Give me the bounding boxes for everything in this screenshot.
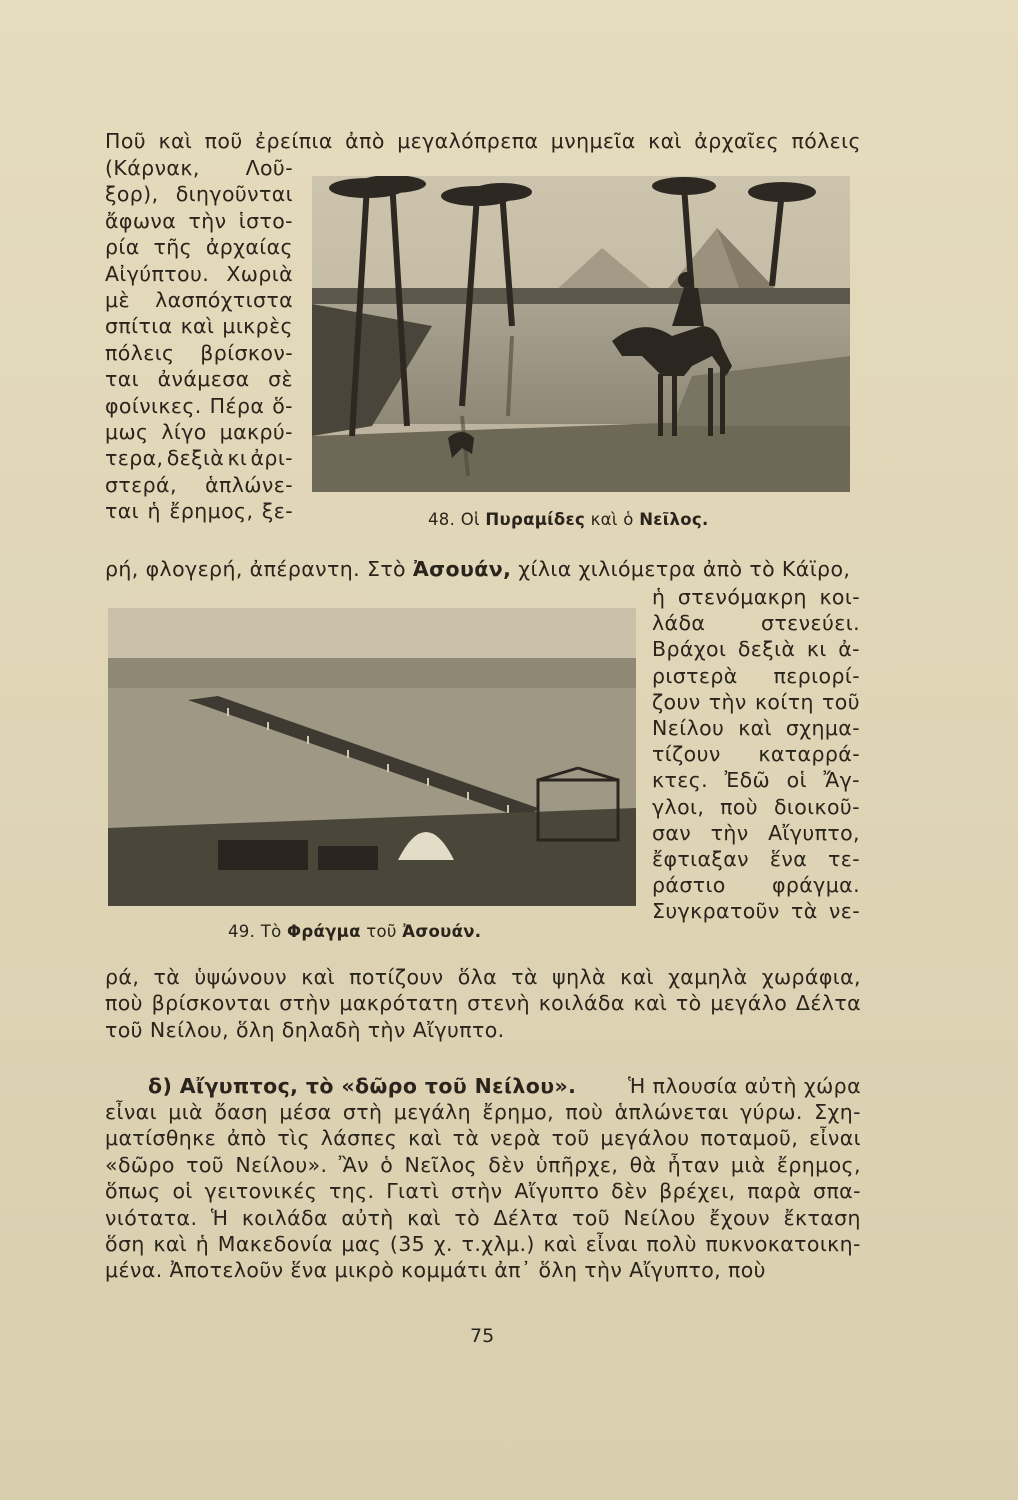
photo-aswan-dam — [108, 608, 636, 906]
paragraph-line: μένα. Ἀποτελοῦν ἕνα μικρὸ κομμάτι ἀπ᾽ ὅλη τὴν Αἴγυπτο, ποὺ — [105, 1258, 766, 1283]
paragraph-line: ἄφωνα τὴν ἱστο- — [105, 208, 293, 233]
paragraph-line: πόλεις βρίσκον- — [105, 340, 293, 365]
paragraph-line: ματίσθηκε ἀπὸ τὶς λάσπες καὶ τὰ νερὰ τοῦ μεγάλου ποταμοῦ, εἶναι — [105, 1126, 861, 1151]
paragraph-line: ἔφτιαξαν ἕνα τε- — [652, 847, 860, 871]
paragraph-line: Αἰγύπτου. Χωριὰ — [105, 261, 293, 286]
paragraph-line: Βράχοι δεξιὰ κι ἀ- — [652, 637, 860, 662]
paragraph-line: ται ἀνάμεσα σὲ — [105, 367, 293, 392]
aswan-dam-image — [108, 608, 636, 906]
paragraph-line: Συγκρατοῦν τὰ νε- — [652, 899, 860, 924]
paragraph-line: σπίτια καὶ μικρὲς — [105, 314, 293, 339]
paragraph-line: Ποῦ καὶ ποῦ ἐρείπια ἀπὸ μεγαλόπρεπα μνημεῖα καὶ ἀρχαῖες πόλεις — [105, 129, 861, 153]
paragraph-line: (Κάρνακ, Λοῦ- — [105, 156, 293, 180]
page-number: 75 — [470, 1325, 495, 1347]
figure-caption-49: 49. Τὸ Φράγμα τοῦ Ἀσουάν. — [228, 922, 482, 941]
paragraph-line: μὲ λασπόχτιστα — [105, 288, 293, 312]
paragraph-line: κτες. Ἐδῶ οἱ Ἄγ- — [652, 768, 860, 793]
paragraph-line: τερα, δεξιὰ κι ἀρι- — [105, 446, 293, 471]
paragraph-line: λάδα στενεύει. — [652, 611, 860, 636]
figure-caption-48: 48. Οἱ Πυραμίδες καὶ ὁ Νεῖλος. — [428, 510, 709, 529]
section-heading: δ) Αἴγυπτος, τὸ «δῶρο τοῦ Νείλου». — [148, 1074, 577, 1098]
paragraph-line: φοίνικες. Πέρα ὅ- — [105, 393, 293, 418]
pyramids-nile-image — [312, 176, 850, 492]
paragraph-line: ράστιο φράγμα. — [652, 873, 860, 898]
paragraph-line: ποὺ βρίσκονται στὴν μακρότατη στενὴ κοιλάδα καὶ τὸ μεγάλο Δέλτα — [105, 991, 861, 1015]
paragraph-line: ρά, τὰ ὑψώνουν καὶ ποτίζουν ὅλα τὰ ψηλὰ καὶ χαμηλὰ χωράφια, — [105, 965, 861, 989]
paragraph-line: εἶναι μιὰ ὄαση μέσα στὴ μεγάλη ἔρημο, ποὺ ἁπλώνεται γύρω. Σχη- — [105, 1100, 861, 1124]
paragraph-line: ὅπως οἱ γειτονικές της. Γιατὶ στὴν Αἴγυπτο δὲν βρέχει, παρὰ σπα- — [105, 1179, 861, 1204]
paragraph-line: νιότατα. Ἡ κοιλάδα αὐτὴ καὶ τὸ Δέλτα τοῦ Νείλου ἔχουν ἔκταση — [105, 1205, 861, 1230]
paragraph-line: σαν τὴν Αἴγυπτο, — [652, 820, 860, 845]
paragraph-line: ἡ στενόμακρη κοι- — [652, 585, 860, 609]
paragraph-line: γλοι, ποὺ διοικοῦ- — [652, 794, 860, 819]
paragraph-line: ρή, φλογερή, ἀπέραντη. Στὸ Ἀσουάν, χίλια χιλιόμετρα ἀπὸ τὸ Κάϊρο, — [105, 557, 851, 581]
paragraph-line: Νείλου καὶ σχημα- — [652, 716, 860, 740]
photo-pyramids-nile — [312, 176, 850, 492]
paragraph-line: ξορ), διηγοῦνται — [105, 182, 293, 207]
paragraph-line: ζουν τὴν κοίτη τοῦ — [652, 689, 860, 714]
paragraph-line: τοῦ Νείλου, ὅλη δηλαδὴ τὴν Αἴγυπτο. — [105, 1018, 505, 1042]
paragraph-line: ριστερὰ περιορί- — [652, 663, 860, 688]
paragraph-line: στερά, ἁπλώνε- — [105, 472, 293, 497]
paragraph-line: ρία τῆς ἀρχαίας — [105, 235, 293, 260]
paragraph-line: τίζουν καταρρά- — [652, 742, 860, 767]
paragraph-line: «δῶρο τοῦ Νείλου». Ἂν ὁ Νεῖλος δὲν ὑπῆρχε, θὰ ἦταν μιὰ ἔρημος, — [105, 1152, 861, 1177]
section-heading-line: δ) Αἴγυπτος, τὸ «δῶρο τοῦ Νείλου». Ἡ πλουσία αὐτὴ χώρα — [148, 1074, 861, 1098]
paragraph-line: ται ἡ ἔρημος, ξε- — [105, 499, 293, 524]
paragraph-line: μως λίγο μακρύ- — [105, 420, 293, 444]
paragraph-line: ὅση καὶ ἡ Μακεδονία μας (35 χ. τ.χλμ.) καὶ εἶναι πολὺ πυκνοκατοικη- — [105, 1232, 861, 1256]
